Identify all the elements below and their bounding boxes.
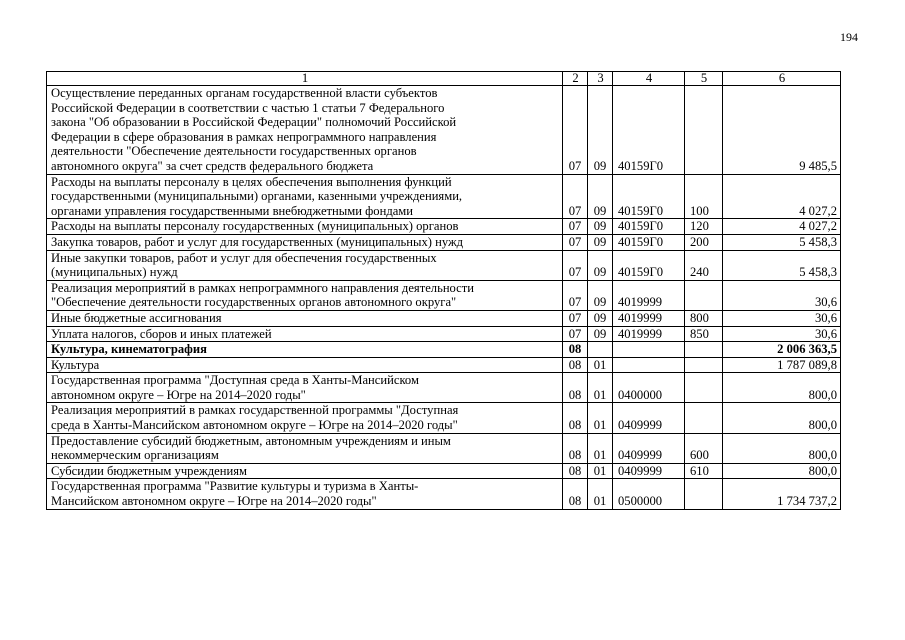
header-col-2: 2: [563, 72, 588, 86]
row-name-cell: Уплата налогов, сборов и иных платежей: [47, 326, 563, 342]
row-podrazdel-cell: 01: [588, 479, 613, 509]
row-podrazdel-cell: 01: [588, 373, 613, 403]
row-razdel-cell: 08: [563, 373, 588, 403]
row-vr-cell: 100: [685, 174, 723, 219]
row-vr-cell: 800: [685, 310, 723, 326]
row-csr-cell: 0500000: [613, 479, 685, 509]
row-podrazdel-cell: 01: [588, 403, 613, 433]
row-razdel-cell: 07: [563, 234, 588, 250]
row-podrazdel-cell: 09: [588, 86, 613, 175]
row-podrazdel-cell: 01: [588, 357, 613, 373]
table-row: [47, 357, 841, 373]
row-csr-cell: 40159Г0: [613, 174, 685, 219]
table-row: [47, 280, 841, 310]
row-razdel-cell: 08: [563, 357, 588, 373]
row-podrazdel-cell: 09: [588, 310, 613, 326]
row-name-cell: Культура, кинематография: [47, 342, 563, 358]
row-sum-cell: 30,6: [723, 310, 841, 326]
table-row: [47, 219, 841, 235]
table-row: [47, 174, 841, 219]
row-name-cell: Субсидии бюджетным учреждениям: [47, 463, 563, 479]
table-row: [47, 234, 841, 250]
table-row: [47, 403, 841, 433]
row-vr-cell: [685, 86, 723, 175]
row-csr-cell: 40159Г0: [613, 250, 685, 280]
row-podrazdel-cell: 09: [588, 174, 613, 219]
row-name-cell: Осуществление переданных органам государственной власти субъектов Российской Федерации в соответствии с частью 1 статьи 7 Федерального закона "Об образовании в Российской Федерации" полномочий Российской Федерации в сфере образования в рамках непрограммного направления деятельности "Обеспечение деятельности государственных органов автономного округа" за счет средств федерального бюджета: [47, 86, 563, 175]
row-csr-cell: [613, 342, 685, 358]
row-podrazdel-cell: 09: [588, 280, 613, 310]
table-row: [47, 250, 841, 280]
row-sum-cell: 800,0: [723, 433, 841, 463]
row-csr-cell: 40159Г0: [613, 234, 685, 250]
header-col-4: 4: [613, 72, 685, 86]
row-name-cell: Закупка товаров, работ и услуг для государственных (муниципальных) нужд: [47, 234, 563, 250]
header-col-5: 5: [685, 72, 723, 86]
row-razdel-cell: 07: [563, 86, 588, 175]
row-sum-cell: 800,0: [723, 373, 841, 403]
table-row: [47, 433, 841, 463]
row-podrazdel-cell: 09: [588, 234, 613, 250]
row-razdel-cell: 08: [563, 463, 588, 479]
row-sum-cell: 30,6: [723, 326, 841, 342]
table-row: [47, 479, 841, 509]
row-sum-cell: 5 458,3: [723, 250, 841, 280]
table-row: [47, 86, 841, 175]
header-col-3: 3: [588, 72, 613, 86]
table-row: [47, 342, 841, 358]
row-sum-cell: 800,0: [723, 463, 841, 479]
row-sum-cell: 9 485,5: [723, 86, 841, 175]
row-csr-cell: 0409999: [613, 403, 685, 433]
row-vr-cell: 600: [685, 433, 723, 463]
header-col-1: 1: [47, 72, 563, 86]
table-row: [47, 326, 841, 342]
row-vr-cell: 240: [685, 250, 723, 280]
row-vr-cell: [685, 373, 723, 403]
row-name-cell: Иные закупки товаров, работ и услуг для обеспечения государственных (муниципальных) нужд: [47, 250, 563, 280]
row-vr-cell: 120: [685, 219, 723, 235]
row-vr-cell: [685, 357, 723, 373]
row-razdel-cell: 07: [563, 326, 588, 342]
row-podrazdel-cell: 09: [588, 219, 613, 235]
row-sum-cell: 4 027,2: [723, 174, 841, 219]
row-vr-cell: 200: [685, 234, 723, 250]
table-row: [47, 373, 841, 403]
row-csr-cell: 0400000: [613, 373, 685, 403]
row-sum-cell: 2 006 363,5: [723, 342, 841, 358]
row-sum-cell: 1 787 089,8: [723, 357, 841, 373]
row-razdel-cell: 08: [563, 342, 588, 358]
row-razdel-cell: 08: [563, 433, 588, 463]
table-body: [47, 86, 841, 510]
row-csr-cell: 40159Г0: [613, 86, 685, 175]
row-vr-cell: [685, 403, 723, 433]
table-row: [47, 310, 841, 326]
row-vr-cell: [685, 342, 723, 358]
row-razdel-cell: 08: [563, 403, 588, 433]
page-number: 194: [840, 30, 858, 44]
row-sum-cell: 1 734 737,2: [723, 479, 841, 509]
row-sum-cell: 800,0: [723, 403, 841, 433]
row-name-cell: Реализация мероприятий в рамках непрограммного направления деятельности "Обеспечение деятельности государственных органов автономного округа": [47, 280, 563, 310]
row-podrazdel-cell: [588, 342, 613, 358]
table-row: [47, 463, 841, 479]
row-vr-cell: [685, 479, 723, 509]
row-name-cell: Расходы на выплаты персоналу государственных (муниципальных) органов: [47, 219, 563, 235]
row-podrazdel-cell: 01: [588, 433, 613, 463]
row-csr-cell: 40159Г0: [613, 219, 685, 235]
row-vr-cell: 610: [685, 463, 723, 479]
row-csr-cell: 4019999: [613, 326, 685, 342]
row-name-cell: Иные бюджетные ассигнования: [47, 310, 563, 326]
row-csr-cell: 4019999: [613, 280, 685, 310]
row-name-cell: Культура: [47, 357, 563, 373]
row-csr-cell: 4019999: [613, 310, 685, 326]
row-sum-cell: 4 027,2: [723, 219, 841, 235]
table-header-row: [47, 72, 841, 86]
row-razdel-cell: 07: [563, 250, 588, 280]
row-csr-cell: 0409999: [613, 463, 685, 479]
row-vr-cell: 850: [685, 326, 723, 342]
row-podrazdel-cell: 01: [588, 463, 613, 479]
row-csr-cell: 0409999: [613, 433, 685, 463]
row-sum-cell: 30,6: [723, 280, 841, 310]
row-name-cell: Реализация мероприятий в рамках государственной программы "Доступная среда в Ханты-Мансийском автономном округе – Югре на 2014–2020 годы": [47, 403, 563, 433]
row-name-cell: Государственная программа "Доступная среда в Ханты-Мансийском автономном округе – Югре на 2014–2020 годы": [47, 373, 563, 403]
row-razdel-cell: 07: [563, 280, 588, 310]
row-podrazdel-cell: 09: [588, 326, 613, 342]
budget-table: [46, 71, 841, 510]
row-name-cell: Расходы на выплаты персоналу в целях обеспечения выполнения функций государственными (муниципальными) органами, казенными учреждениями, органами управления государственными внебюджетными фондами: [47, 174, 563, 219]
header-col-6: 6: [723, 72, 841, 86]
row-razdel-cell: 07: [563, 310, 588, 326]
row-name-cell: Предоставление субсидий бюджетным, автономным учреждениям и иным некоммерческим организациям: [47, 433, 563, 463]
row-vr-cell: [685, 280, 723, 310]
row-razdel-cell: 08: [563, 479, 588, 509]
row-razdel-cell: 07: [563, 219, 588, 235]
row-podrazdel-cell: 09: [588, 250, 613, 280]
row-sum-cell: 5 458,3: [723, 234, 841, 250]
row-name-cell: Государственная программа "Развитие культуры и туризма в Ханты- Мансийском автономном округе – Югре на 2014–2020 годы": [47, 479, 563, 509]
row-csr-cell: [613, 357, 685, 373]
row-razdel-cell: 07: [563, 174, 588, 219]
